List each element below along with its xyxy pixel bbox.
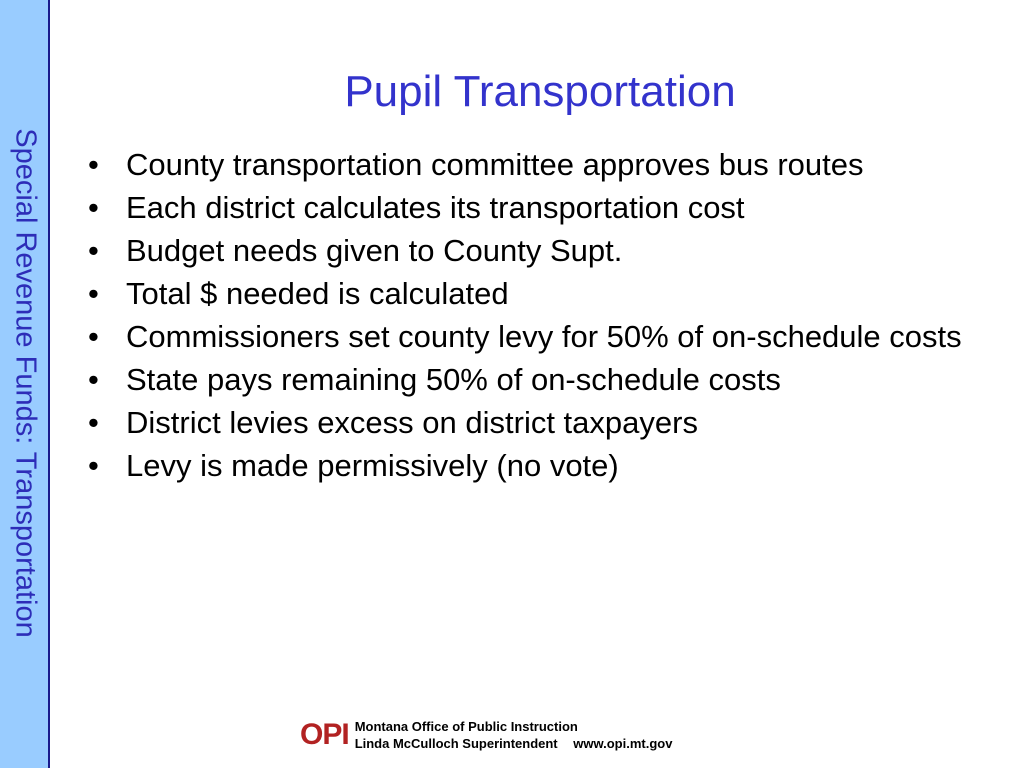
bullet-list	[86, 148, 966, 492]
sidebar-title: Special Revenue Funds: Transportation	[9, 128, 42, 638]
bullet-item: • District levies excess on district taxpayers	[86, 406, 966, 440]
bullet-item: • State pays remaining 50% of on-schedule costs	[86, 363, 966, 397]
footer	[300, 715, 672, 755]
bullet-item: • Budget needs given to County Supt.	[86, 234, 966, 268]
bullet-item: • Levy is made permissively (no vote)	[86, 449, 966, 483]
opi-logo-text: OPI	[300, 718, 349, 751]
footer-org-name: Montana Office of Public Instruction	[354, 719, 578, 734]
footer-text	[355, 718, 673, 752]
bullet-item: • Each district calculates its transportation cost	[86, 191, 966, 225]
bullet-item: • Total $ needed is calculated	[86, 277, 966, 311]
bullet-item: • County transportation committee approves bus routes	[86, 148, 966, 182]
bullet-item: • Commissioners set county levy for 50% of on-schedule costs	[86, 320, 966, 354]
sidebar-band	[0, 0, 50, 768]
footer-website: www.opi.mt.gov	[573, 736, 673, 751]
footer-superintendent: Linda McCulloch Superintendent	[354, 736, 558, 751]
opi-logo	[300, 718, 349, 752]
slide-title: Pupil Transportation	[344, 67, 736, 116]
footer-line2	[355, 735, 673, 752]
